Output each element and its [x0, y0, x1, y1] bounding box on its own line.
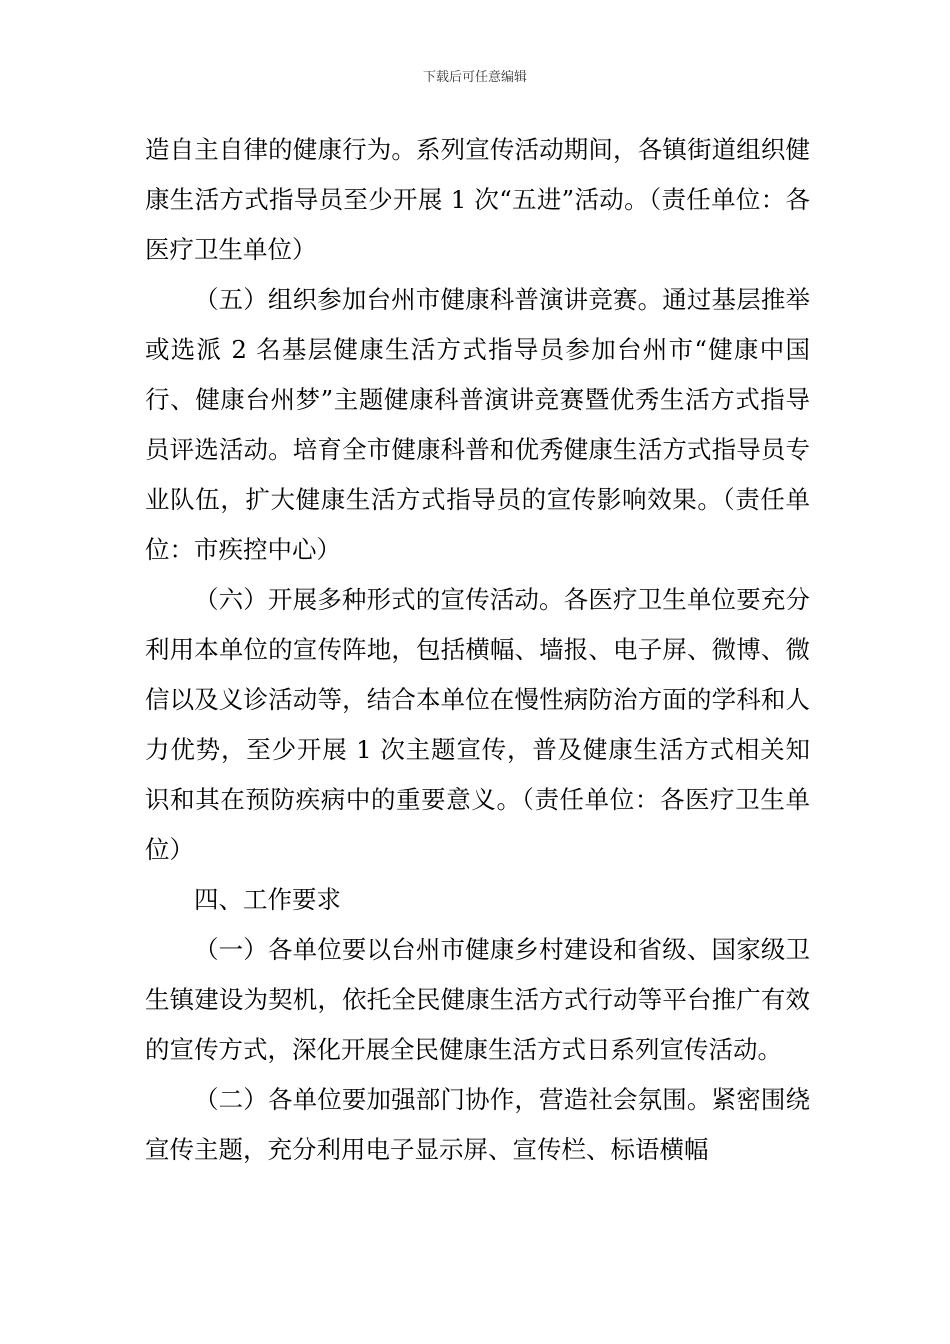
page-header: 下载后可任意编辑: [422, 70, 527, 85]
paragraph-item-6: （六）开展多种形式的宣传活动。各医疗卫生单位要充分利用本单位的宣传阵地，包括横幅、墙报、电子屏、微博、微信以及义诊活动等，结合本单位在慢性病防治方面的学科和人力优势，至少开展 1 次主题宣传，普及健康生活方式相关知识和其在预防疾病中的重要意义。（责任单位：各医疗卫生单位）: [145, 585, 810, 864]
section-heading-work-requirements: 四、工作要求: [194, 885, 341, 914]
document-body: [145, 125, 810, 1175]
paragraph-requirement-2: （二）各单位要加强部门协作，营造社会氛围。紧密围绕宣传主题，充分利用电子显示屏、宣传栏、标语横幅: [145, 1085, 810, 1164]
paragraph-item-5: （五）组织参加台州市健康科普演讲竞赛。通过基层推举或选派 2 名基层健康生活方式指导员参加台州市“健康中国行、健康台州梦”主题健康科普演讲竞赛暨优秀生活方式指导员评选活动。培育全市健康科普和优秀健康生活方式指导员专业队伍，扩大健康生活方式指导员的宣传影响效果。（责任单位：市疾控中心）: [145, 285, 810, 564]
paragraph-requirement-1: （一）各单位要以台州市健康乡村建设和省级、国家级卫生镇建设为契机，依托全民健康生活方式行动等平台推广有效的宣传方式，深化开展全民健康生活方式日系列宣传活动。: [145, 935, 810, 1064]
paragraph-continuation: 造自主自律的健康行为。系列宣传活动期间，各镇街道组织健康生活方式指导员至少开展 1 次“五进”活动。（责任单位：各医疗卫生单位）: [145, 135, 810, 264]
